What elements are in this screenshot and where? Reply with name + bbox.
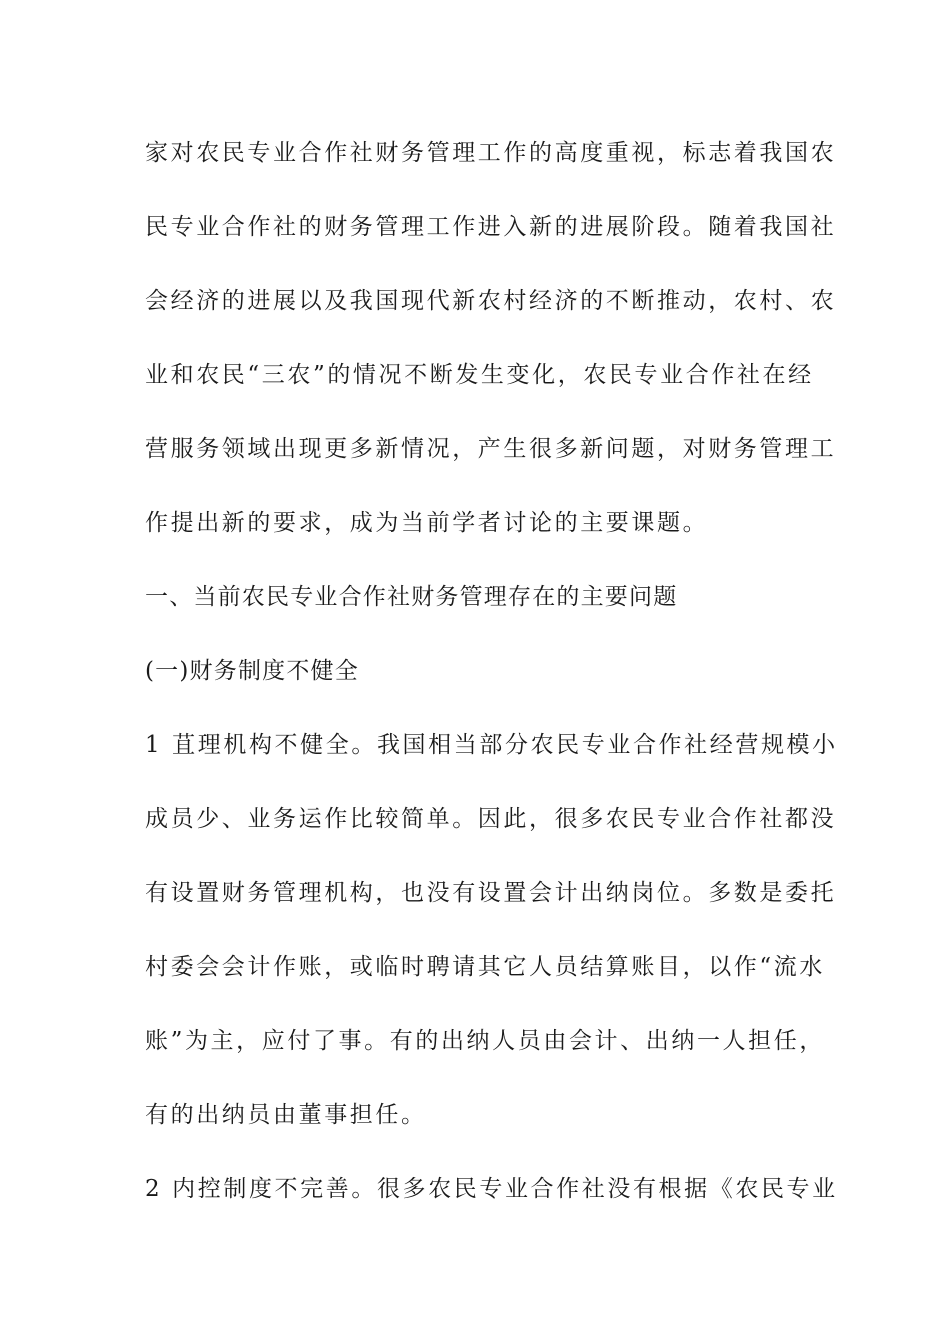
paragraph-line: 家对农民专业合作社财务管理工作的高度重视，标志着我国农 bbox=[145, 140, 837, 166]
paragraph-line: 作提出新的要求，成为当前学者讨论的主要课题。 bbox=[145, 510, 709, 536]
paragraph-line: 1 苴理机构不健全。我国相当部分农民专业合作社经营规模小 bbox=[145, 732, 838, 758]
paragraph-line: 业和农民“三农”的情况不断发生变化，农民专业合作社在经 bbox=[145, 362, 814, 388]
paragraph-line: 民专业合作社的财务管理工作进入新的进展阶段。随着我国社 bbox=[145, 214, 837, 240]
paragraph-line: 账”为主，应付了事。有的出纳人员由会计、出纳一人担任， bbox=[145, 1028, 825, 1054]
subsection-heading: (一)财务制度不健全 bbox=[145, 658, 359, 684]
paragraph-line: 成员少、业务运作比较简单。因此，很多农民专业合作社都没 bbox=[145, 806, 837, 832]
paragraph-line: 营服务领域出现更多新情况，产生很多新问题，对财务管理工 bbox=[145, 436, 837, 462]
paragraph-line: 有设置财务管理机构，也没有设置会计出纳岗位。多数是委托 bbox=[145, 880, 837, 906]
paragraph-line: 会经济的进展以及我国现代新农村经济的不断推动，农村、农 bbox=[145, 288, 837, 314]
paragraph-line: 村委会会计作账，或临时聘请其它人员结算账目，以作“流水 bbox=[145, 954, 825, 980]
section-heading: 一、当前农民专业合作社财务管理存在的主要问题 bbox=[145, 584, 678, 610]
paragraph-line: 2 内控制度不完善。很多农民专业合作社没有根据《农民专业 bbox=[145, 1176, 838, 1202]
paragraph-line: 有的出纳员由董事担任。 bbox=[145, 1102, 427, 1128]
